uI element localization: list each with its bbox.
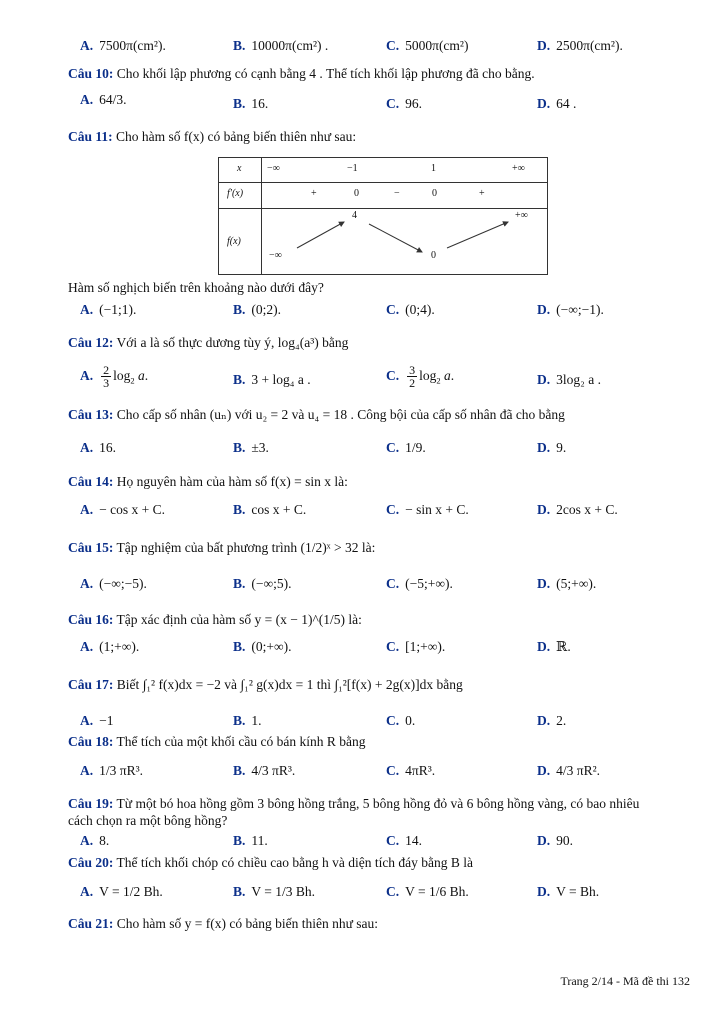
- q20-option-c: C. V = 1/6 Bh.: [386, 884, 469, 899]
- q19-option-a: A. 8.: [80, 833, 110, 848]
- q18-option-b: B. 4/3 πR³.: [233, 763, 296, 778]
- q17-option-d: D. 2.: [537, 713, 567, 728]
- q15-option-b: B. (−∞;5).: [233, 576, 292, 591]
- question-15: Câu 15: Tập nghiệm của bất phương trình (1/2)ˣ > 32 là:: [68, 540, 376, 555]
- q11-option-a: A. (−1;1).: [80, 302, 137, 317]
- question-18: Câu 18: Thể tích của một khối cầu có bán kính R bằng: [68, 734, 366, 749]
- question-13: Câu 13: Cho cấp số nhân (uₙ) với u₂ = 2 và u₄ = 18 . Công bội của cấp số nhân đã cho bằng: [68, 407, 565, 422]
- question-10: Câu 10: Cho khối lập phương có cạnh bằng 4 . Thể tích khối lập phương đã cho bằng.: [68, 66, 535, 81]
- q12-option-b: B. 3 + log₄ a .: [233, 372, 311, 387]
- table-f-val: 4: [352, 210, 357, 221]
- variation-arrows: [219, 158, 547, 274]
- table-fp-label: f′(x): [227, 188, 244, 199]
- variation-table: [218, 157, 548, 275]
- q19-option-d: D. 90.: [537, 833, 573, 848]
- table-x-val: 1: [431, 163, 436, 174]
- q18-option-a: A. 1/3 πR³.: [80, 763, 143, 778]
- table-sign: +: [311, 188, 317, 199]
- table-x-label: x: [237, 163, 242, 174]
- q14-option-d: D. 2cos x + C.: [537, 502, 618, 517]
- question-12: Câu 12: Với a là số thực dương tùy ý, log₄(a³) bằng: [68, 335, 349, 350]
- q15-option-c: C. (−5;+∞).: [386, 576, 453, 591]
- q10-option-c: C. 96.: [386, 96, 422, 111]
- q18-option-d: D. 4/3 πR².: [537, 763, 600, 778]
- table-f-label: f(x): [227, 236, 241, 247]
- q13-option-c: C. 1/9.: [386, 440, 426, 455]
- page-footer: Trang 2/14 - Mã đề thi 132: [560, 974, 690, 988]
- table-x-val: +∞: [512, 163, 525, 174]
- table-sign: 0: [432, 188, 437, 199]
- question-14: Câu 14: Họ nguyên hàm của hàm số f(x) = sin x là:: [68, 474, 348, 489]
- q17-option-c: C. 0.: [386, 713, 416, 728]
- q15-option-a: A. (−∞;−5).: [80, 576, 147, 591]
- table-f-val: 0: [431, 250, 436, 261]
- table-x-val: −∞: [267, 163, 280, 174]
- q12-option-c: C. $\frac{3}{2}$ $\log_2 a$.: [386, 363, 455, 390]
- q10-option-a: A. 64/3.: [80, 92, 127, 107]
- question-19-line2: cách chọn ra một bông hồng?: [68, 813, 228, 828]
- table-f-val: +∞: [515, 210, 528, 221]
- q20-option-b: B. V = 1/3 Bh.: [233, 884, 316, 899]
- q15-option-d: D. (5;+∞).: [537, 576, 597, 591]
- q12-option-a: A. $\frac{2}{3}$ $\log_2 a$.: [80, 363, 149, 390]
- q11-option-c: C. (0;4).: [386, 302, 435, 317]
- q20-option-d: D. V = Bh.: [537, 884, 600, 899]
- table-sign: +: [479, 188, 485, 199]
- table-sign: 0: [354, 188, 359, 199]
- q13-option-b: B. ±3.: [233, 440, 269, 455]
- question-19: Câu 19: Từ một bó hoa hồng gồm 3 bông hồng trắng, 5 bông hồng đỏ và 6 bông hồng vàng, có bao nhiêu: [68, 796, 640, 811]
- table-sign: −: [394, 188, 400, 199]
- q14-option-b: B. cos x + C.: [233, 502, 307, 517]
- q16-option-c: C. [1;+∞).: [386, 639, 446, 654]
- q17-option-a: A. −1: [80, 713, 114, 728]
- q14-option-a: A. − cos x + C.: [80, 502, 165, 517]
- q19-option-b: B. 11.: [233, 833, 268, 848]
- q11-option-b: B. (0;2).: [233, 302, 282, 317]
- q19-option-c: C. 14.: [386, 833, 422, 848]
- q10-option-d: D. 64 .: [537, 96, 577, 111]
- table-x-val: −1: [347, 163, 358, 174]
- q9-option-a: A. 7500π(cm²).: [80, 38, 166, 53]
- q17-option-b: B. 1.: [233, 713, 262, 728]
- q9-option-b: B. 10000π(cm²) .: [233, 38, 329, 53]
- question-11-after: Hàm số nghịch biến trên khoảng nào dưới đây?: [68, 280, 324, 295]
- question-21: Câu 21: Cho hàm số y = f(x) có bảng biến thiên như sau:: [68, 916, 379, 931]
- q16-option-b: B. (0;+∞).: [233, 639, 292, 654]
- question-16: Câu 16: Tập xác định của hàm số y = (x − 1)^(1/5) là:: [68, 612, 362, 627]
- table-f-val: −∞: [269, 250, 282, 261]
- question-20: Câu 20: Thể tích khối chóp có chiều cao bằng h và diện tích đáy bằng B là: [68, 855, 474, 870]
- q11-option-d: D. (−∞;−1).: [537, 302, 604, 317]
- q16-option-a: A. (1;+∞).: [80, 639, 140, 654]
- q13-option-a: A. 16.: [80, 440, 116, 455]
- q18-option-c: C. 4πR³.: [386, 763, 436, 778]
- q16-option-d: D. ℝ.: [537, 639, 571, 654]
- q10-option-b: B. 16.: [233, 96, 269, 111]
- q13-option-d: D. 9.: [537, 440, 567, 455]
- q9-option-d: D. 2500π(cm²).: [537, 38, 623, 53]
- question-11: Câu 11: Cho hàm số f(x) có bảng biến thiên như sau:: [68, 129, 357, 144]
- question-17: Câu 17: Biết ∫₁² f(x)dx = −2 và ∫₁² g(x)dx = 1 thì ∫₁²[f(x) + 2g(x)]dx bằng: [68, 677, 463, 692]
- q12-option-d: D. 3log₂ a .: [537, 372, 601, 387]
- q20-option-a: A. V = 1/2 Bh.: [80, 884, 163, 899]
- q14-option-c: C. − sin x + C.: [386, 502, 469, 517]
- q9-option-c: C. 5000π(cm²): [386, 38, 469, 53]
